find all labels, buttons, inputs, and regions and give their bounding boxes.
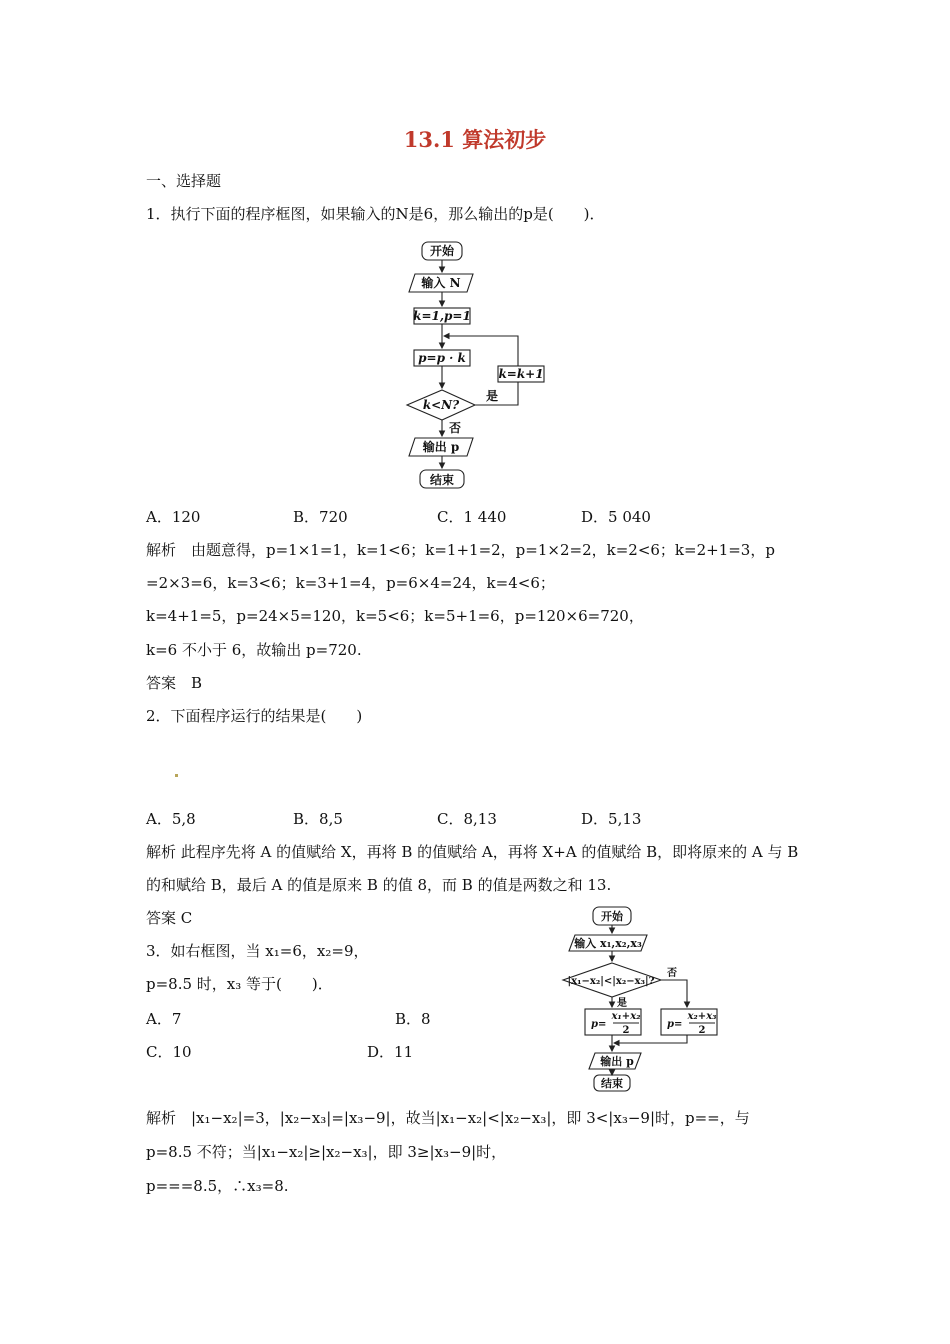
q3-flow-right-numerator: x₂+x₃	[687, 1011, 717, 1022]
q3-flow-left-p: p=	[591, 1019, 607, 1030]
q3-option-b: B．8	[395, 1010, 431, 1028]
q3-option-a: A．7	[146, 1010, 182, 1028]
flow-increment-label: k=k+1	[498, 367, 544, 381]
q2-option-d: D．5,13	[581, 810, 642, 828]
flow-condition-label: k<N?	[422, 398, 460, 412]
q3-flow-yes-label: 是	[617, 998, 627, 1009]
q3-flow-left-numerator: x₁+x₂	[611, 1011, 641, 1022]
q1-analysis-line-1: 解析 由题意得，p=1×1=1，k=1<6；k=1+1=2，p=1×2=2，k=2<6；k=2+1=3，p	[146, 541, 775, 559]
q2-option-a: A．5,8	[146, 810, 196, 828]
q3-option-c: C．10	[146, 1043, 192, 1061]
q2-analysis-line-2: 的和赋给 B，最后 A 的值是原来 B 的值 8，而 B 的值是两数之和 13.	[146, 876, 612, 894]
q3-analysis-line-1: 解析 |x₁−x₂|=3，|x₂−x₃|=|x₃−9|，故当|x₁−x₂|<|x₂−x₃|，即 3<|x₃−9|时，p==，与	[146, 1109, 750, 1127]
q3-flow-condition-label: |x₁−x₂|<|x₂−x₃|?	[567, 976, 655, 987]
q3-option-d: D．11	[367, 1043, 414, 1061]
page-title: 13.1 算法初步	[403, 127, 547, 152]
q3-flow-end-label: 结束	[601, 1077, 623, 1090]
flow-output-label: 输出 p	[422, 440, 460, 454]
question-3-stem-line-2: p=8.5 时，x₃ 等于( )．	[146, 975, 333, 993]
flow-input-label: 输入 N	[421, 276, 461, 290]
flowchart-q3	[555, 903, 735, 1095]
q1-option-a: A．120	[146, 508, 201, 526]
q3-analysis-line-3: p===8.5，∴x₃=8.	[146, 1177, 289, 1195]
q1-option-b: B．720	[293, 508, 348, 526]
q1-analysis-line-2: =2×3=6，k=3<6；k=3+1=4，p=6×4=24，k=4<6；	[146, 574, 555, 592]
flow-start-label: 开始	[429, 244, 455, 258]
question-2-stem: 2．下面程序运行的结果是( )	[146, 707, 363, 725]
image-placeholder-dot	[175, 774, 178, 777]
q1-option-d: D．5 040	[581, 508, 651, 526]
section-heading: 一、选择题	[146, 172, 222, 190]
flowchart-q1	[395, 236, 555, 492]
q2-answer: 答案 C	[146, 909, 193, 927]
flow-yes-label: 是	[486, 389, 499, 403]
q3-flow-right-p: p=	[667, 1019, 683, 1030]
q3-analysis-line-2: p=8.5 不符；当|x₁−x₂|≥|x₂−x₃|，即 3≥|x₃−9|时，	[146, 1143, 507, 1161]
q1-answer: 答案 B	[146, 674, 203, 692]
flow-init-label: k=1,p=1	[413, 309, 471, 323]
question-3-stem-line-1: 3．如右框图，当 x₁=6，x₂=9，	[146, 942, 369, 960]
q3-flow-right-denominator: 2	[698, 1025, 706, 1036]
q1-analysis-line-4: k=6 不小于 6，故输出 p=720.	[146, 641, 362, 659]
flow-assign-label: p=p · k	[418, 351, 466, 365]
q1-option-c: C．1 440	[437, 508, 507, 526]
question-1-stem: 1．执行下面的程序框图，如果输入的N是6，那么输出的p是( )．	[146, 205, 605, 223]
q2-option-b: B．8,5	[293, 810, 343, 828]
flow-no-label: 否	[449, 421, 462, 435]
q3-flow-left-denominator: 2	[622, 1025, 630, 1036]
q3-flow-output-label: 输出 p	[600, 1055, 634, 1068]
q3-flow-no-label: 否	[667, 968, 677, 979]
q3-flow-input-label: 输入 x₁,x₂,x₃	[574, 937, 642, 950]
q2-analysis-line-1: 解析 此程序先将 A 的值赋给 X，再将 B 的值赋给 A，再将 X+A 的值赋给 B，即将原来的 A 与 B	[146, 843, 799, 861]
flow-end-label: 结束	[429, 473, 455, 487]
q2-option-c: C．8,13	[437, 810, 497, 828]
q3-flow-start-label: 开始	[601, 910, 623, 923]
q1-analysis-line-3: k=4+1=5，p=24×5=120，k=5<6；k=5+1=6，p=120×6=720，	[146, 607, 644, 625]
